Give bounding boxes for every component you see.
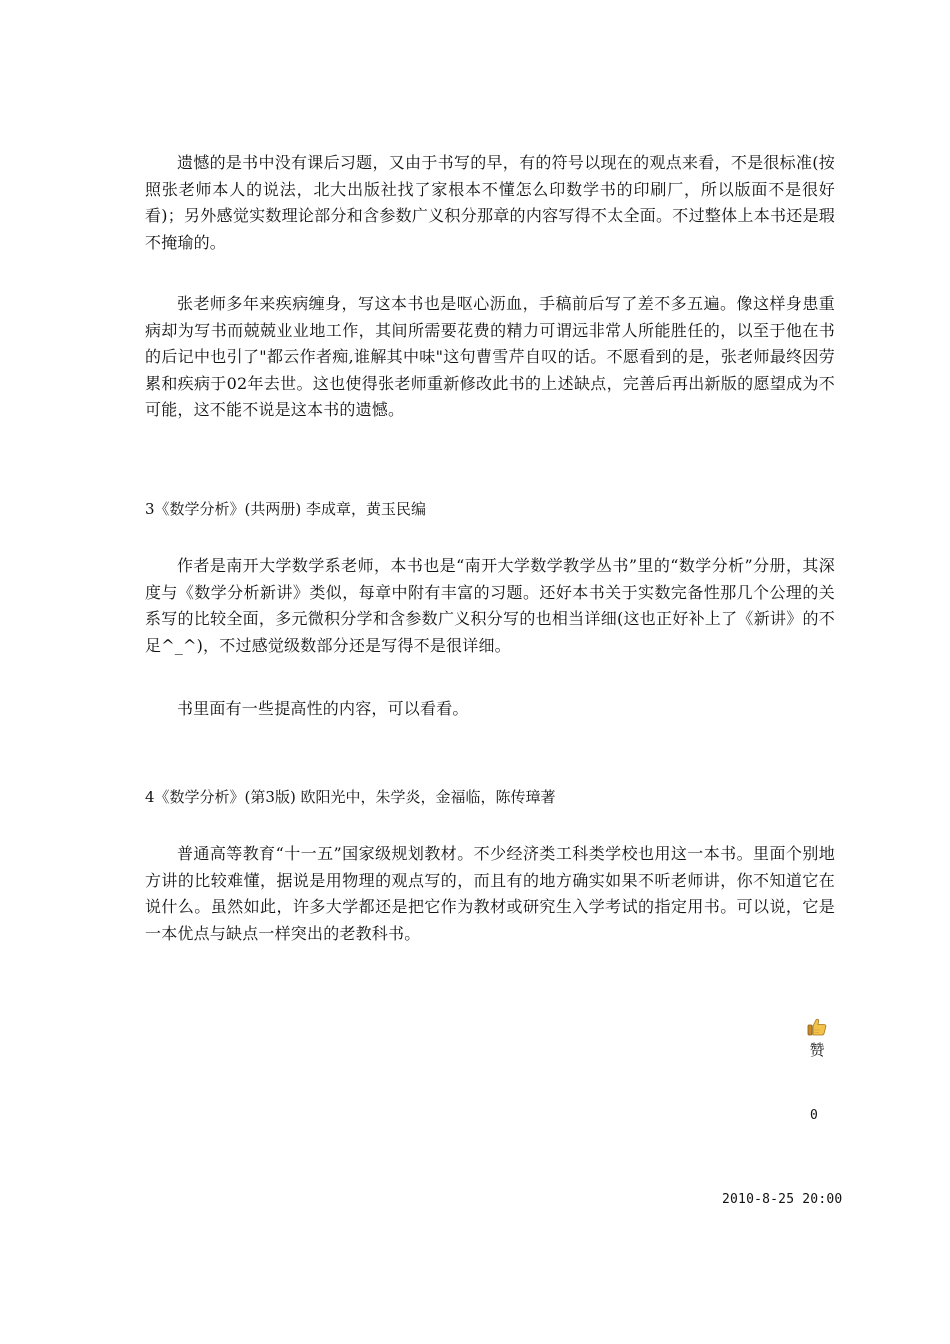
post-timestamp: 2010-8-25 20:00 <box>722 1192 843 1207</box>
like-label[interactable]: 赞 <box>809 1041 825 1059</box>
book-heading-4: 4《数学分析》(第3版) 欧阳光中，朱学炎，金福临，陈传璋著 <box>145 788 556 806</box>
like-count: 0 <box>810 1108 818 1123</box>
paragraph-book-4-review: 普通高等教育“十一五”国家级规划教材。不少经济类工科类学校也用这一本书。里面个别地方讲的比较难懂，据说是用物理的观点写的，而且有的地方确实如果不听老师讲，你不知道它在说什么。虽然如此，许多大学都还是把它作为教材或研究生入学考试的指定用书。可以说，它是一本优点与缺点一样突出的老教科书。 <box>145 844 835 943</box>
thumbs-up-icon[interactable] <box>807 1018 827 1036</box>
paragraph-author-illness: 张老师多年来疾病缠身，写这本书也是呕心沥血，手稿前后写了差不多五遍。像这样身患重病却为写书而兢兢业业地工作，其间所需要花费的精力可谓远非常人所能胜任的，以至于他在书的后记中也引了"都云作者痴,谁解其中味"这句曹雪芹自叹的话。不愿看到的是，张老师最终因劳累和疾病于02年去世。这也使得张老师重新修改此书的上述缺点，完善后再出新版的愿望成为不可能，这不能不说是这本书的遗憾。 <box>145 294 835 419</box>
paragraph-book-3-review: 作者是南开大学数学系老师，本书也是“南开大学数学教学丛书”里的“数学分析”分册，其深度与《数学分析新讲》类似，每章中附有丰富的习题。还好本书关于实数完备性那几个公理的关系写的比较全面，多元微积分学和含参数广义积分写的也相当详细(这也正好补上了《新讲》的不足^_^)，不过感觉级数部分还是写得不是很详细。 <box>145 556 835 655</box>
paragraph-book-3-note: 书里面有一些提高性的内容，可以看看。 <box>177 699 469 718</box>
like-button[interactable] <box>800 1018 834 1060</box>
book-heading-3: 3《数学分析》(共两册) 李成章，黄玉民编 <box>145 500 427 518</box>
paragraph-regret: 遗憾的是书中没有课后习题，又由于书写的早，有的符号以现在的观点来看，不是很标准(按照张老师本人的说法，北大出版社找了家根本不懂怎么印数学书的印刷厂，所以版面不是很好看)；另外感觉实数理论部分和含参数广义积分那章的内容写得不太全面。不过整体上本书还是瑕不掩瑜的。 <box>145 153 835 252</box>
